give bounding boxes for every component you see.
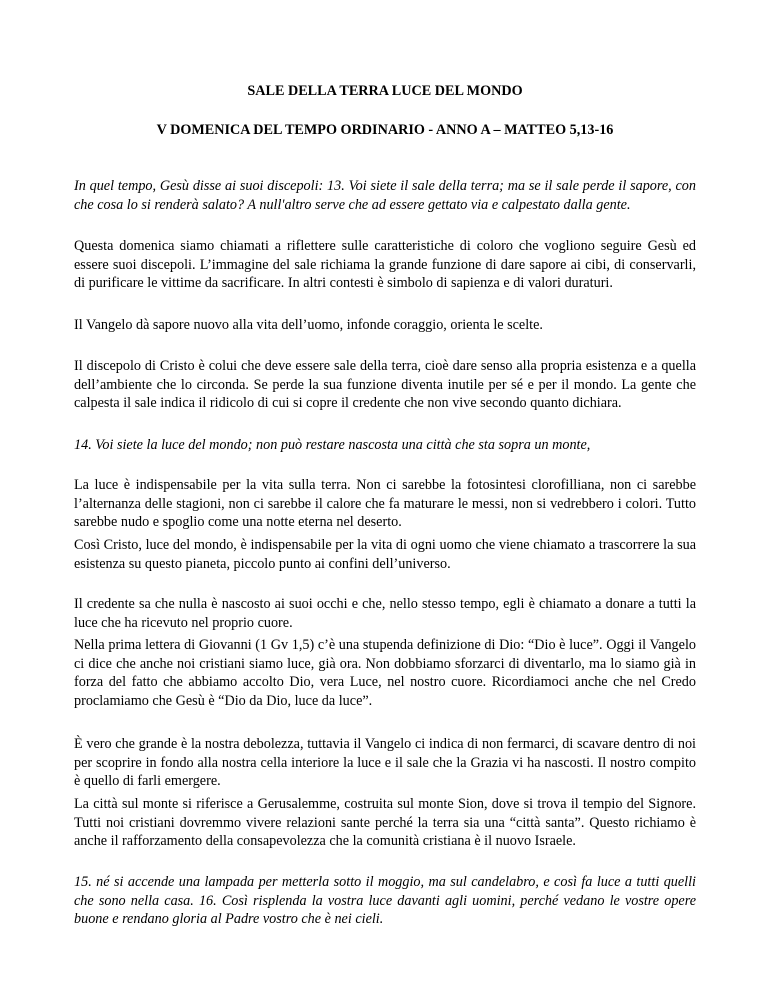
paragraph-light-essential: La luce è indispensabile per la vita sulla terra. Non ci sarebbe la fotosintesi clorofilliana, non ci sarebbe l’alternanza delle stagioni, non ci sarebbe il calore che fa maturare le messi, non si vedrebbero i colori. Tutto sarebbe nudo e spoglio come una notte eterna nel deserto.: [74, 477, 696, 530]
paragraph-disciple-salt: Il discepolo di Cristo è colui che deve essere sale della terra, cioè dare senso alla propria esistenza e a quella dell’ambiente che lo circonda. Se perde la sua funzione diventa inutile per sé e per il mondo. La gente che calpesta il sale indica il ridicolo di cui si copre il credente che non vive secondo quanto dichiara.: [74, 358, 696, 411]
gospel-verse-14: 14. Voi siete la luce del mondo; non può restare nascosta una città che sta sopra un monte,: [74, 437, 591, 453]
document-page: [74, 0, 696, 994]
paragraph-believer-light: Il credente sa che nulla è nascosto ai suoi occhi e che, nello stesso tempo, egli è chiamato a donare a tutti la luce che ha ricevuto nel proprio cuore.: [74, 596, 696, 631]
gospel-verse-13: In quel tempo, Gesù disse ai suoi discepoli: 13. Voi siete il sale della terra; ma se il sale perde il sapore, con che cosa lo si renderà salato? A null'altro serve che ad essere gettato via e calpestato dalla gente.: [74, 178, 696, 213]
document-subtitle: V DOMENICA DEL TEMPO ORDINARIO - ANNO A – MATTEO 5,13-16: [156, 122, 614, 138]
paragraph-christ-light: Così Cristo, luce del mondo, è indispensabile per la vita di ogni uomo che viene chiamato a trascorrere la sua esistenza su questo pianeta, piccolo punto ai confini dell’universo.: [74, 537, 696, 572]
paragraph-weakness: È vero che grande è la nostra debolezza, tuttavia il Vangelo ci indica di non fermarci, di scavare dentro di noi per scoprire in fondo alla nostra cella interiore la luce e il sale che la Grazia vi ha nascosti. Il nostro compito è quello di farli emergere.: [74, 736, 696, 789]
paragraph-gospel-flavor: Il Vangelo dà sapore nuovo alla vita dell’uomo, infonde coraggio, orienta le scelte.: [74, 317, 543, 333]
paragraph-god-is-light: Nella prima lettera di Giovanni (1 Gv 1,5) c’è una stupenda definizione di Dio: “Dio è luce”. Oggi il Vangelo ci dice che anche noi cristiani siamo luce, già ora. Non dobbiamo sforzarci di diventarlo, ma lo siamo già in forza del fatto che abbiamo accolto Dio, vera Luce, nel nostro cuore. Ricordiamoci anche che nel Credo proclamiamo che Gesù è “Dio da Dio, luce da luce”.: [74, 637, 696, 709]
paragraph-salt-meaning: Questa domenica siamo chiamati a riflettere sulle caratteristiche di coloro che vogliono seguire Gesù ed essere suoi discepoli. L’immagine del sale richiama la grande funzione di dare sapore ai cibi, di conservarli, di purificare le vittime da sacrificare. In altri contesti è simbolo di sapienza e di valori duraturi.: [74, 238, 696, 291]
document-title: SALE DELLA TERRA LUCE DEL MONDO: [247, 83, 523, 99]
paragraph-city-on-hill: La città sul monte si riferisce a Gerusalemme, costruita sul monte Sion, dove si trova il tempio del Signore. Tutti noi cristiani dovremmo vivere relazioni sante perché la terra sia una “città santa”. Questo richiamo è anche il rafforzamento della consapevolezza che la comunità cristiana è il nuovo Israele.: [74, 796, 696, 849]
gospel-verses-15-16: 15. né si accende una lampada per metterla sotto il moggio, ma sul candelabro, e così fa luce a tutti quelli che sono nella casa. 16. Così risplenda la vostra luce davanti agli uomini, perché vedano le vostre opere buone e rendano gloria al Padre vostro che è nei cieli.: [74, 874, 696, 927]
